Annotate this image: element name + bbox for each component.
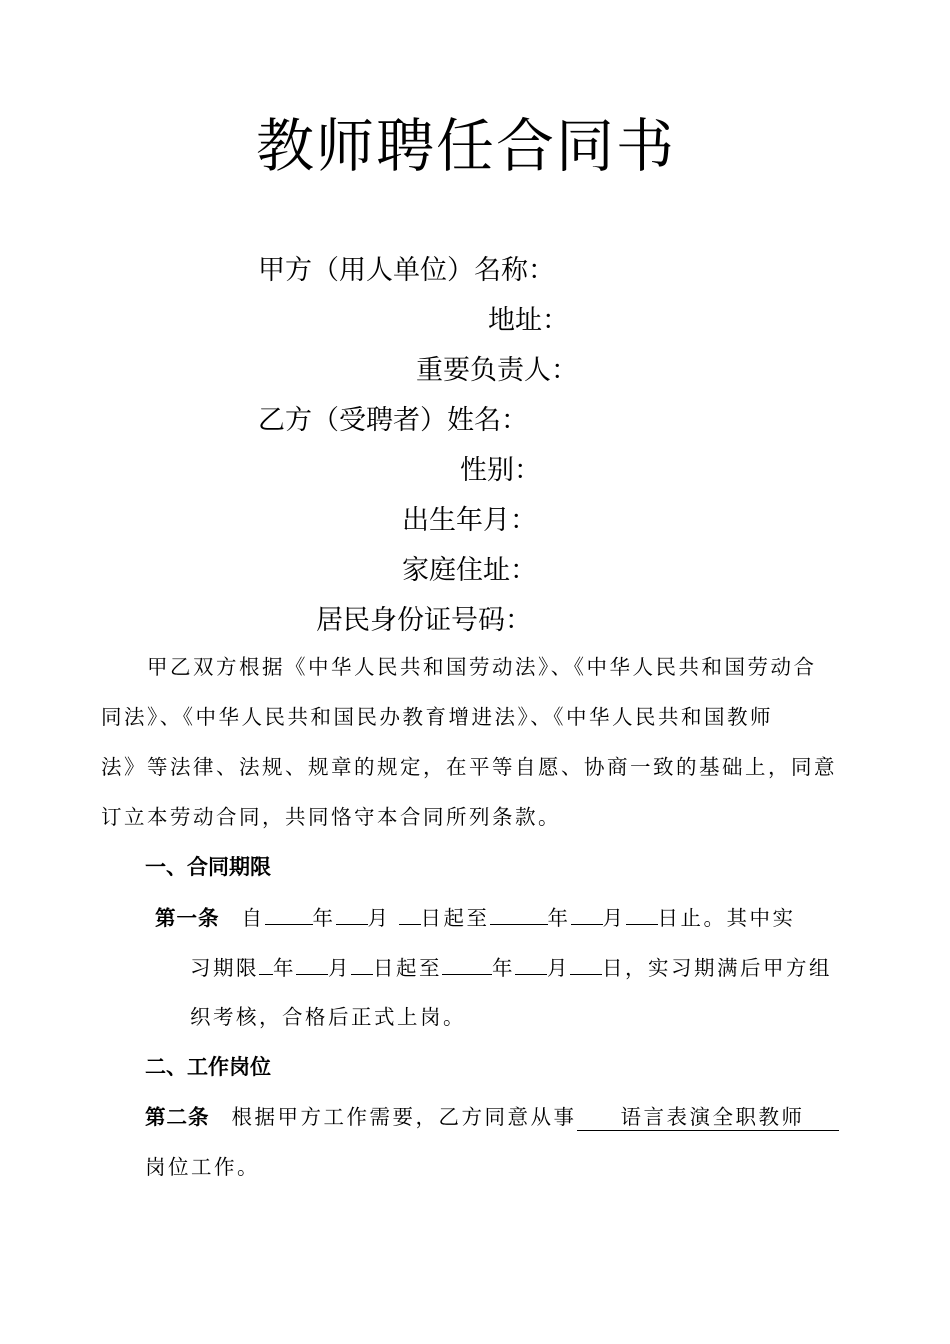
article-1-text: 日起至: [373, 956, 442, 980]
article-1-text: 年: [492, 956, 515, 980]
party-b-name-label: 乙方（受聘者）姓名：: [258, 405, 528, 436]
position-value: 语言表演全职教师: [620, 1105, 805, 1129]
article-1-text: ，实习期满后甲方组: [625, 956, 832, 980]
article-2-line-2: 岗位工作。: [145, 1155, 260, 1179]
blank-end-year[interactable]: [490, 902, 548, 925]
article-1-line-3: 织考核，合格后正式上岗。: [190, 1005, 466, 1029]
article-1-text: 月: [367, 906, 391, 930]
article-1-text: 年: [273, 956, 296, 980]
article-1-label: 第一条: [155, 906, 220, 930]
article-1-text: 年: [312, 906, 336, 930]
document-title: 教师聘任合同书: [255, 112, 676, 180]
party-a-leader-label: 重要负责人：: [416, 355, 578, 386]
article-2-line-1: [145, 1102, 839, 1132]
blank-trial-end-day[interactable]: [570, 952, 602, 975]
blank-start-day[interactable]: [399, 902, 421, 925]
article-1-text: 月: [602, 906, 626, 930]
party-b-id-label: 居民身份证号码：: [316, 605, 532, 636]
article-2-text: 根据甲方工作需要，乙方同意从事: [231, 1105, 577, 1129]
section-1-heading: 一、合同期限: [145, 855, 271, 879]
article-1-text: 月: [328, 956, 351, 980]
blank-end-day[interactable]: [626, 902, 658, 925]
party-b-birth-label: 出生年月：: [402, 505, 537, 536]
preamble-line-1: 甲乙双方根据《中华人民共和国劳动法》、《中华人民共和国劳动合: [147, 655, 817, 679]
article-1-line-2: [190, 952, 832, 983]
party-a-name-label: 甲方（用人单位）名称：: [258, 255, 555, 286]
article-1-text: 习期限: [190, 956, 259, 980]
blank-trial-day[interactable]: [351, 952, 373, 975]
blank-start-year[interactable]: [265, 902, 313, 925]
article-1-text: 自: [241, 906, 265, 930]
blank-trial-month[interactable]: [296, 952, 328, 975]
party-a-address-label: 地址：: [488, 305, 569, 336]
article-1-text: 日止。其中实: [657, 906, 796, 930]
article-1-text: 月: [547, 956, 570, 980]
article-1-text: 日起至: [420, 906, 490, 930]
party-b-gender-label: 性别：: [460, 455, 541, 486]
article-1-text: 年: [547, 906, 571, 930]
blank-start-month[interactable]: [336, 902, 368, 925]
section-2-heading: 二、工作岗位: [145, 1055, 271, 1079]
article-2-label: 第二条: [145, 1105, 210, 1129]
blank-end-month[interactable]: [571, 902, 603, 925]
article-1-line-1: [155, 902, 796, 933]
blank-trial-year[interactable]: [259, 952, 273, 975]
position-field[interactable]: [577, 1105, 839, 1131]
preamble-line-4: 订立本劳动合同，共同恪守本合同所列条款。: [101, 805, 561, 829]
blank-trial-end-year[interactable]: [442, 952, 492, 975]
party-b-home-label: 家庭住址：: [402, 555, 537, 586]
preamble-line-3: 法》等法律、法规、规章的规定，在平等自愿、协商一致的基础上，同意: [101, 755, 837, 779]
preamble-line-2: 同法》、《中华人民共和国民办教育增进法》、《中华人民共和国教师: [101, 705, 773, 729]
blank-trial-end-month[interactable]: [515, 952, 547, 975]
article-1-text: 日: [602, 956, 625, 980]
